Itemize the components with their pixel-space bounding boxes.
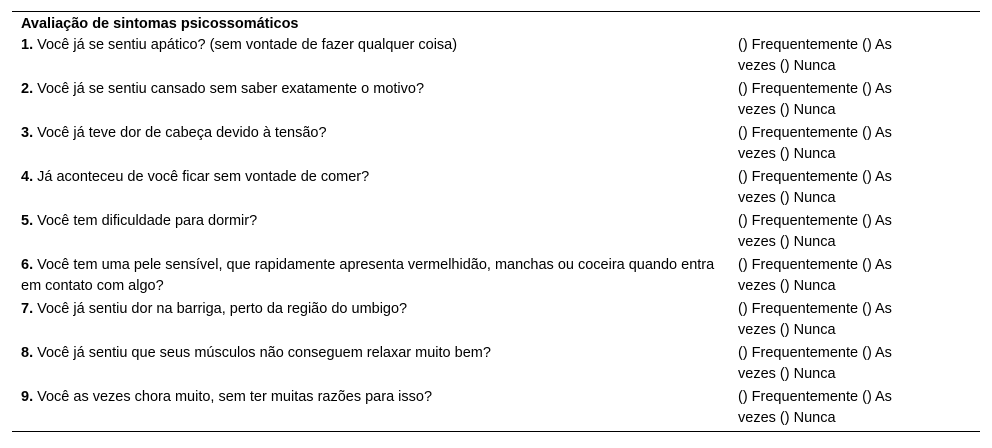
question-cell: [12, 167, 738, 211]
table-row: [12, 343, 980, 387]
answer-options: () Frequentemente () As vezes () Nunca: [738, 301, 892, 338]
question-text: Você já sentiu dor na barriga, perto da região do umbigo?: [33, 301, 408, 317]
answer-options: () Frequentemente () As vezes () Nunca: [738, 169, 892, 206]
question-number: 4.: [21, 169, 34, 185]
question-cell: [12, 123, 738, 167]
table-row: [12, 167, 980, 211]
question-number: 1.: [21, 37, 34, 53]
question-text: Você tem dificuldade para dormir?: [33, 213, 258, 229]
answer-options: () Frequentemente () As vezes () Nunca: [738, 389, 892, 426]
question-text: Você já sentiu que seus músculos não conseguem relaxar muito bem?: [33, 345, 491, 361]
question-number: 9.: [21, 389, 34, 405]
answer-options: () Frequentemente () As vezes () Nunca: [738, 81, 892, 118]
question-cell: [12, 387, 738, 431]
question-cell: [12, 255, 738, 299]
question-text: Já aconteceu de você ficar sem vontade de comer?: [33, 169, 370, 185]
answer-options: () Frequentemente () As vezes () Nunca: [738, 213, 892, 250]
answer-options: () Frequentemente () As vezes () Nunca: [738, 257, 892, 294]
question-cell: [12, 343, 738, 387]
table-row: [12, 255, 980, 299]
question-text: Você já se sentiu apático? (sem vontade de fazer qualquer coisa): [33, 37, 458, 53]
table-row: [12, 299, 980, 343]
answer-options: () Frequentemente () As vezes () Nunca: [738, 125, 892, 162]
question-text: Você já teve dor de cabeça devido à tensão?: [33, 125, 327, 141]
question-text: Você as vezes chora muito, sem ter muitas razões para isso?: [33, 389, 433, 405]
question-number: 6.: [21, 257, 34, 273]
table-title: Avaliação de sintomas psicossomáticos: [21, 16, 299, 32]
symptoms-table: [12, 11, 980, 432]
question-number: 3.: [21, 125, 34, 141]
answer-options: () Frequentemente () As vezes () Nunca: [738, 345, 892, 382]
table-row: [12, 387, 980, 431]
table-row: [12, 79, 980, 123]
table-row: [12, 35, 980, 79]
question-number: 8.: [21, 345, 34, 361]
question-cell: [12, 79, 738, 123]
question-cell: [12, 211, 738, 255]
question-text: Você tem uma pele sensível, que rapidamente apresenta vermelhidão, manchas ou coceira quando entra em contato com algo?: [21, 257, 715, 294]
question-text: Você já se sentiu cansado sem saber exatamente o motivo?: [33, 81, 425, 97]
question-number: 2.: [21, 81, 34, 97]
answer-options: () Frequentemente () As vezes () Nunca: [738, 37, 892, 74]
question-number: 7.: [21, 301, 34, 317]
question-cell: [12, 299, 738, 343]
question-cell: [12, 35, 738, 79]
table-row: [12, 123, 980, 167]
table-row: [12, 211, 980, 255]
question-number: 5.: [21, 213, 34, 229]
